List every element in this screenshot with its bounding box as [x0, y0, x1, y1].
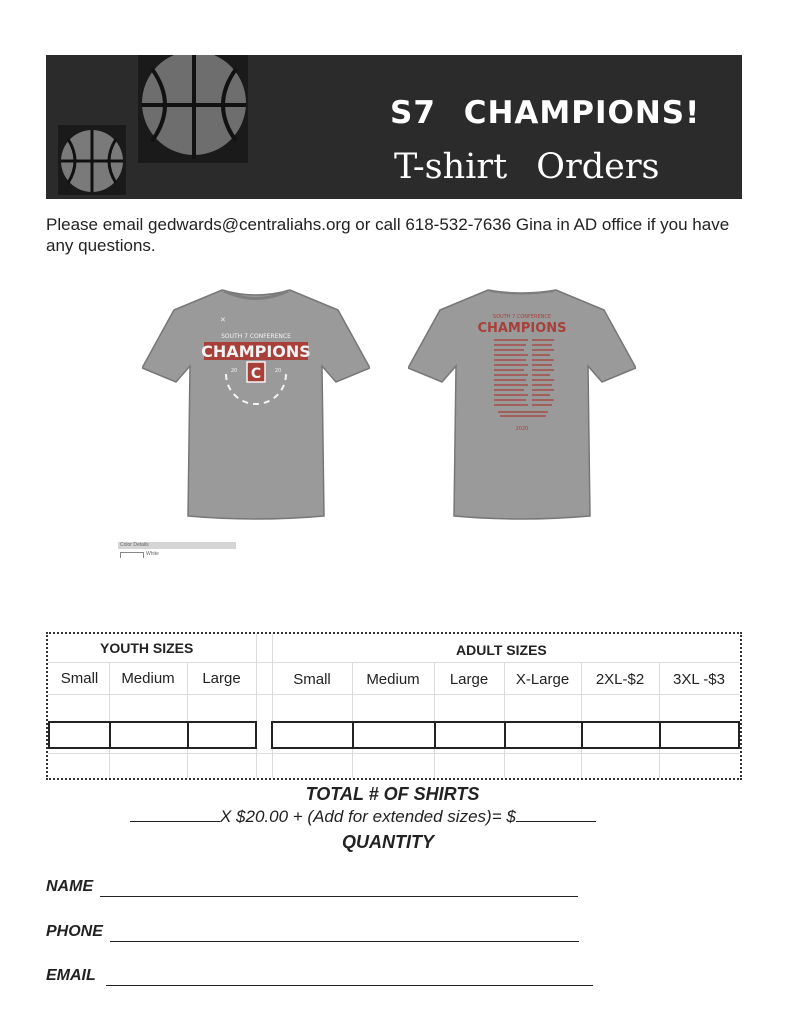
phone-field[interactable]: [110, 941, 579, 942]
tshirt-front-image: [142, 284, 370, 520]
email-field[interactable]: [106, 985, 593, 986]
basketball-icon: [138, 55, 248, 163]
adult-large-qty-field[interactable]: [436, 723, 506, 747]
youth-sizes-heading: YOUTH SIZES: [100, 640, 194, 656]
youth-large-header: Large: [202, 670, 241, 687]
back-conference-text: SOUTH 7 CONFERENCE: [492, 314, 552, 320]
grid-line: [48, 753, 740, 754]
adult-small-qty-field[interactable]: [273, 723, 354, 747]
quantity-label: QUANTITY: [342, 832, 434, 852]
banner-title: S7 CHAMPIONS!: [390, 95, 701, 131]
youth-small-header: Small: [60, 670, 99, 687]
adult-large-header: Large: [449, 671, 489, 688]
total-shirts-heading: TOTAL # OF SHIRTS: [305, 784, 480, 804]
color-name: White: [146, 551, 159, 557]
color-details-bar: Color Details: [118, 542, 236, 549]
front-year-left: 20: [230, 368, 238, 374]
youth-medium-header: Medium: [121, 670, 175, 687]
header-banner: [46, 55, 742, 199]
adult-2xl-qty-field[interactable]: [583, 723, 661, 747]
grid-line: [48, 662, 740, 663]
youth-medium-qty-field[interactable]: [111, 723, 189, 747]
adult-small-header: Small: [293, 671, 331, 688]
name-label: NAME: [46, 878, 94, 895]
adult-medium-header: Medium: [366, 671, 420, 688]
banner-subtitle: T-shirt Orders: [394, 147, 660, 187]
basketball-small-icon: [58, 125, 126, 195]
phone-label: PHONE: [46, 923, 103, 940]
total-qty-blank[interactable]: [130, 807, 220, 822]
adult-quantity-row: [271, 721, 740, 749]
name-field[interactable]: [100, 896, 578, 897]
adult-3xl-qty-field[interactable]: [661, 723, 738, 747]
adult-xlarge-header: X-Large: [515, 671, 570, 688]
email-label: EMAIL: [46, 967, 96, 984]
adult-medium-qty-field[interactable]: [354, 723, 436, 747]
contact-instructions: Please email gedwards@centraliahs.org or call 618-532-7636 Gina in AD office if you have any questions.: [46, 215, 730, 255]
total-amount-blank[interactable]: [516, 807, 596, 822]
grid-line: [256, 634, 257, 778]
adult-xlarge-qty-field[interactable]: [506, 723, 583, 747]
color-swatch: [120, 552, 144, 558]
youth-large-qty-field[interactable]: [189, 723, 257, 747]
youth-quantity-row: [48, 721, 257, 749]
grid-line: [272, 634, 273, 778]
front-year-right: 20: [274, 368, 282, 374]
back-year-text: 2020: [515, 426, 529, 432]
back-headline-text: CHAMPIONS: [477, 321, 567, 336]
svg-text:✕: ✕: [220, 316, 226, 324]
tshirt-back-image: [408, 284, 636, 520]
grid-line: [48, 694, 740, 695]
adult-2xl-header: 2XL-$2: [595, 671, 645, 688]
adult-sizes-heading: ADULT SIZES: [456, 642, 547, 658]
total-formula-line: [130, 807, 596, 827]
front-conference-text: SOUTH 7 CONFERENCE: [221, 333, 291, 340]
youth-small-qty-field[interactable]: [50, 723, 111, 747]
total-formula-text: X $20.00 + (Add for extended sizes)= $: [220, 807, 516, 826]
front-headline-text: CHAMPIONS: [201, 342, 311, 361]
adult-3xl-header: 3XL -$3: [673, 671, 725, 688]
front-letter-text: C: [250, 366, 262, 382]
